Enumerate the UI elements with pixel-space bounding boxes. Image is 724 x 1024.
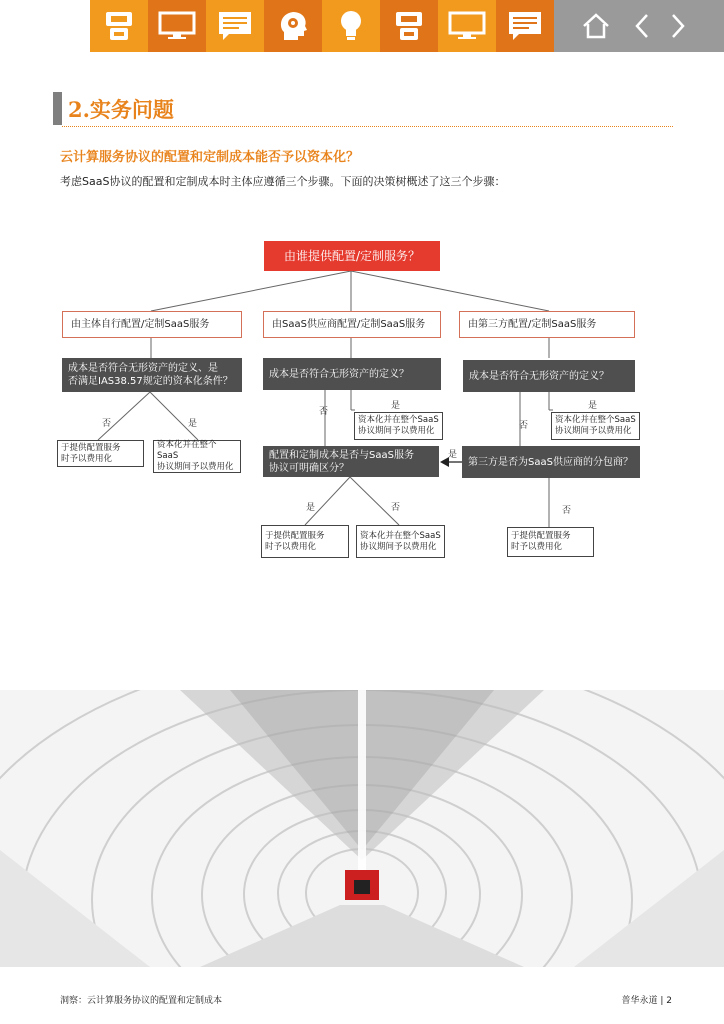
question-node-1 <box>62 358 242 392</box>
outcome-capitalize-2-line2: 协议期间予以费用化 <box>358 426 435 436</box>
footer-title: 洞察：云计算服务协议的配置和定制成本 <box>60 996 223 1006</box>
question-node-4 <box>263 446 439 477</box>
outcome-capitalize-4 <box>356 525 445 558</box>
question-node-1-line2: 否满足IAS38.57规定的资本化条件？ <box>68 376 233 387</box>
outcome-expense-1-line1: 于提供配置服务 <box>61 442 121 453</box>
outcome-capitalize-1-line1: 资本化并在整个SaaS <box>157 440 217 461</box>
label-yes-1: 是 <box>188 419 198 429</box>
label-no-5: 否 <box>391 503 401 513</box>
label-no-1: 否 <box>102 419 112 429</box>
tunnel-photo <box>0 690 724 967</box>
outcome-expense-3-line2: 时予以费用化 <box>511 542 563 552</box>
label-no-3: 否 <box>519 421 529 431</box>
outcome-capitalize-4-line2: 协议期间予以费用化 <box>360 541 437 552</box>
question-node-5: 第三方是否为SaaS供应商的分包商？ <box>462 446 640 478</box>
label-yes-2: 是 <box>391 401 401 411</box>
question-node-1-line1: 成本是否符合无形资产的定义、是 <box>68 363 218 374</box>
outcome-expense-2-line1: 于提供配置服务 <box>265 530 325 541</box>
footer-page: 普华永道 | 2 <box>621 996 672 1006</box>
outcome-expense-3-line1: 于提供配置服务 <box>511 531 571 541</box>
outcome-capitalize-2-line1: 资本化并在整个SaaS <box>358 415 439 425</box>
label-yes-4: 是 <box>448 450 458 460</box>
question-node-4-line2: 协议可明确区分？ <box>269 462 349 474</box>
question-node-3: 成本是否符合无形资产的定义？ <box>463 360 635 392</box>
label-yes-5: 是 <box>306 503 316 513</box>
outcome-expense-2-line2: 时予以费用化 <box>265 541 317 552</box>
outcome-capitalize-3 <box>551 412 640 440</box>
question-heading: 云计算服务协议的配置和定制成本能否予以资本化？ <box>60 150 360 165</box>
branch-vendor-node: 由SaaS供应商配置/定制SaaS服务 <box>263 311 441 338</box>
intro-text: 考虑SaaS协议的配置和定制成本时主体应遵循三个步骤。下面的决策树概述了这三个步骤： <box>60 175 506 188</box>
outcome-capitalize-3-line2: 协议期间予以费用化 <box>555 426 632 436</box>
question-node-2: 成本是否符合无形资产的定义？ <box>263 358 441 390</box>
section-title: 2.实务问题 <box>68 97 174 122</box>
outcome-expense-1 <box>57 440 144 467</box>
outcome-expense-2 <box>261 525 349 558</box>
outcome-capitalize-2 <box>354 412 443 440</box>
tunnel-image <box>0 690 724 967</box>
branch-self-node: 由主体自行配置/定制SaaS服务 <box>62 311 242 338</box>
outcome-capitalize-4-line1: 资本化并在整个SaaS <box>360 530 441 541</box>
label-no-2: 否 <box>319 407 329 417</box>
outcome-capitalize-3-line1: 资本化并在整个SaaS <box>555 415 636 425</box>
branch-thirdparty-node: 由第三方配置/定制SaaS服务 <box>459 311 635 338</box>
outcome-capitalize-1-line2: 协议期间予以费用化 <box>157 462 234 472</box>
outcome-expense-3 <box>507 527 594 557</box>
outcome-expense-1-line2: 时予以费用化 <box>61 453 113 464</box>
label-no-6: 否 <box>562 506 572 516</box>
tree-root-node: 由谁提供配置/定制服务？ <box>264 241 440 271</box>
question-node-4-line1: 配置和定制成本是否与SaaS服务 <box>269 449 414 461</box>
outcome-capitalize-1 <box>153 440 241 473</box>
label-yes-3: 是 <box>588 401 598 411</box>
